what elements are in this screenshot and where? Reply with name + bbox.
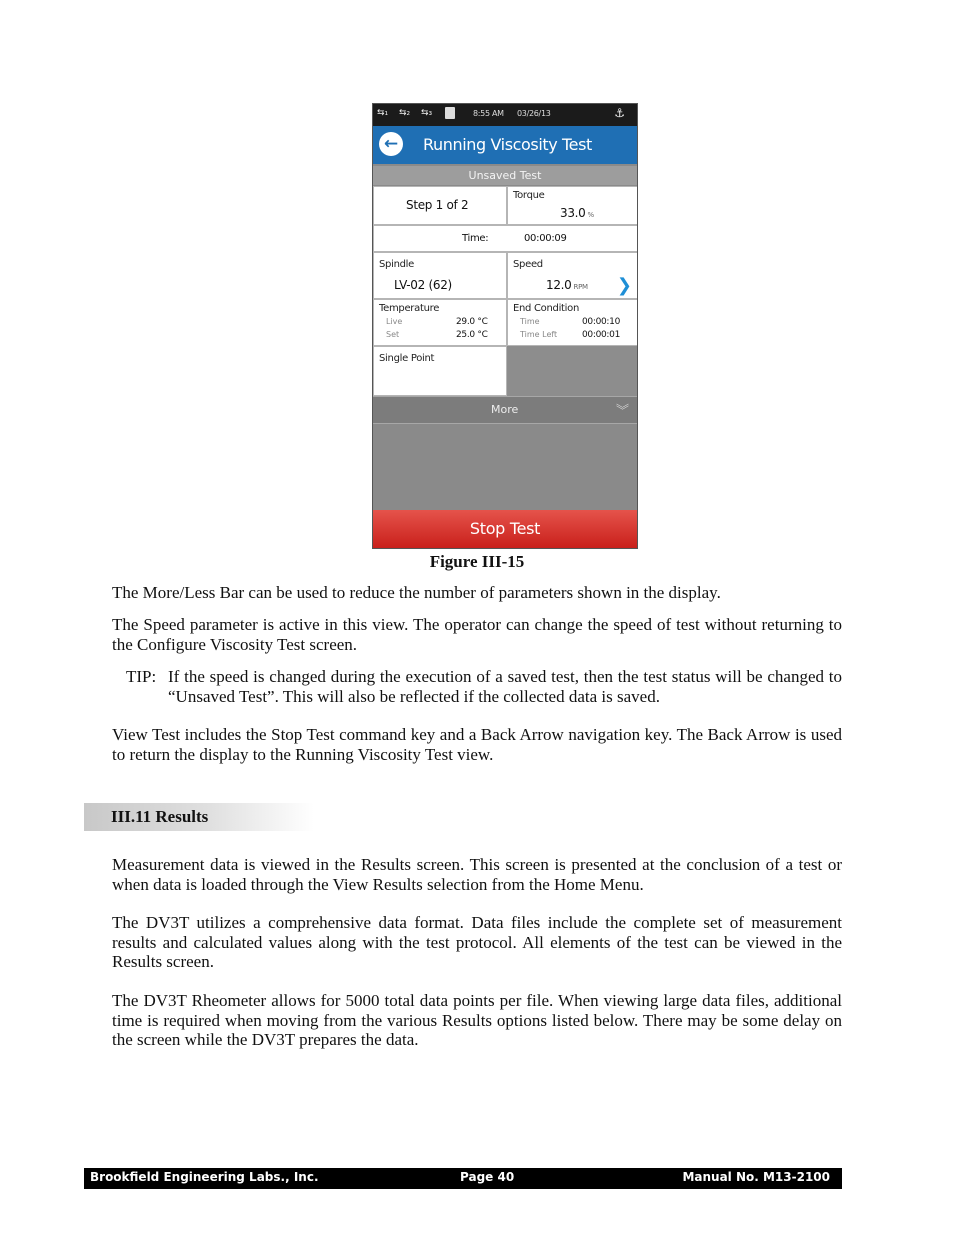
usb-icon: ⇆₃ — [421, 108, 433, 118]
paragraph: The DV3T Rheometer allows for 5000 total data points per file. When viewing large data files, additional time is required when moving from the various Results options listed below. There may be some delay on the screen while the DV3T prepares the data. — [112, 991, 842, 1049]
single-point-label: Single Point — [379, 353, 435, 364]
temperature-label: Temperature — [379, 303, 440, 314]
empty-cell — [507, 346, 638, 396]
end-condition-cell — [507, 299, 638, 346]
footer-manual: Manual No. M13-2100 — [682, 1170, 830, 1184]
status-date: 03/26/13 — [517, 109, 551, 118]
status-bar — [373, 104, 637, 126]
end-condition-label: End Condition — [513, 303, 580, 314]
torque-value: 33.0 % — [560, 206, 594, 220]
temperature-set-value: 25.0 °C — [456, 330, 488, 340]
paragraph: The More/Less Bar can be used to reduce the number of parameters shown in the display. — [112, 583, 721, 602]
level-icon: ⚓ — [614, 106, 625, 120]
time-cell — [373, 225, 638, 252]
usb-icon: ⇆₂ — [399, 108, 411, 118]
tip-label: TIP: — [126, 667, 157, 686]
usb-icon: ⇆₁ — [377, 108, 389, 118]
torque-cell — [507, 186, 638, 225]
single-point-cell — [373, 346, 507, 396]
tip-body: If the speed is changed during the execution of a saved test, then the test status will be changed to “Unsaved Test”. This will also be reflected if the collected data is saved. — [168, 667, 842, 706]
time-left-value: 00:00:01 — [582, 330, 621, 340]
spindle-value: LV-02 (62) — [394, 278, 452, 292]
temperature-live-label: Live — [386, 317, 403, 326]
temperature-cell — [373, 299, 507, 346]
status-time: 8:55 AM — [473, 109, 504, 118]
torque-label: Torque — [513, 190, 545, 201]
step-cell — [373, 186, 507, 225]
back-arrow-icon[interactable]: ← — [379, 132, 403, 156]
speed-label: Speed — [513, 259, 543, 270]
printer-icon — [445, 107, 455, 119]
step-label: Step 1 of 2 — [406, 198, 469, 212]
spindle-cell — [373, 252, 507, 299]
footer-company: Brookfield Engineering Labs., Inc. — [90, 1170, 319, 1184]
speed-cell[interactable] — [507, 252, 638, 299]
paragraph: The Speed parameter is active in this view. The operator can change the speed of test without returning to the Configure Viscosity Test screen. — [112, 615, 842, 654]
time-left-label: Time Left — [520, 330, 558, 339]
temperature-live-value: 29.0 °C — [456, 317, 488, 327]
paragraph: Measurement data is viewed in the Results screen. This screen is presented at the conclusion of a test or when data is loaded through the View Results selection from the Home Menu. — [112, 855, 842, 894]
test-status-bar: Unsaved Test — [373, 166, 637, 185]
time-value: 00:00:09 — [524, 233, 567, 244]
screen-title: Running Viscosity Test — [423, 135, 592, 154]
double-chevron-down-icon: ︾ — [615, 404, 629, 419]
page-footer — [84, 1168, 842, 1189]
temperature-set-label: Set — [386, 330, 400, 339]
device-screenshot — [372, 103, 638, 549]
stop-test-button[interactable]: Stop Test — [373, 510, 637, 548]
more-less-bar[interactable] — [373, 396, 637, 424]
paragraph: The DV3T utilizes a comprehensive data format. Data files include the complete set of measurement results and calculated values along with the test protocol. All elements of the test can be viewed in the Results screen. — [112, 913, 842, 971]
section-title: III.11 Results — [111, 807, 209, 826]
spindle-label: Spindle — [379, 259, 414, 270]
time-label: Time: — [462, 233, 489, 244]
paragraph: View Test includes the Stop Test command key and a Back Arrow navigation key. The Back Arrow is used to return the display to the Running Viscosity Test view. — [112, 725, 842, 764]
tip — [126, 667, 842, 706]
more-label: More — [491, 403, 519, 416]
speed-value: 12.0 RPM — [546, 278, 588, 292]
title-bar — [373, 126, 637, 164]
chevron-right-icon[interactable]: ❯ — [616, 275, 632, 296]
end-time-label: Time — [520, 317, 540, 326]
figure-caption: Figure III-15 — [429, 552, 525, 571]
section-heading — [84, 803, 314, 831]
end-time-value: 00:00:10 — [582, 317, 621, 327]
footer-page: Page 40 — [460, 1170, 515, 1184]
